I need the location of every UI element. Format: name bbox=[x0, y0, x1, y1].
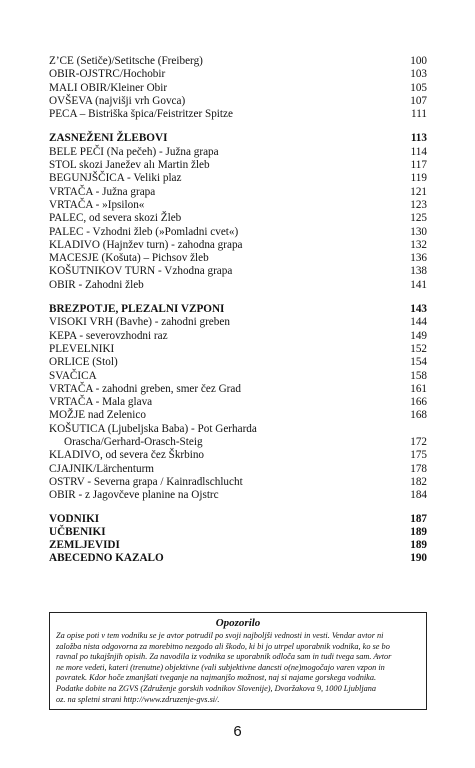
toc-group-back-matter bbox=[49, 513, 427, 566]
toc-entry-page: 136 bbox=[410, 252, 427, 265]
toc-entry-page: 152 bbox=[410, 342, 427, 355]
notice-line: povratek. Kdor hoče zmanjšati tveganje na najmanjšo možnost, naj si najame gorskega vodnika. bbox=[56, 673, 377, 683]
toc-entry-page: 117 bbox=[410, 159, 427, 172]
toc-entry-page: 178 bbox=[410, 462, 427, 475]
toc-entry[interactable] bbox=[49, 330, 427, 343]
notice-text bbox=[56, 631, 420, 705]
toc-entry[interactable] bbox=[49, 526, 427, 539]
warning-notice-box bbox=[49, 612, 427, 710]
toc-entry[interactable] bbox=[49, 172, 427, 185]
toc-group-zlebovi bbox=[49, 146, 427, 292]
toc-group-peaks bbox=[49, 55, 427, 121]
toc-entry-page: 141 bbox=[410, 278, 427, 291]
toc-entry[interactable] bbox=[49, 265, 427, 278]
toc-entry[interactable] bbox=[49, 159, 427, 172]
toc-section-zlebovi[interactable] bbox=[49, 132, 427, 145]
toc-entry-page: 189 bbox=[410, 525, 427, 538]
toc-entry-title: ABECEDNO KAZALO bbox=[49, 552, 164, 565]
toc-entry[interactable] bbox=[49, 146, 427, 159]
toc-entry-title: OBIR - Zahodni žleb bbox=[49, 278, 144, 291]
toc-entry[interactable] bbox=[49, 396, 427, 409]
toc-entry[interactable] bbox=[49, 316, 427, 329]
toc-entry[interactable] bbox=[49, 95, 427, 108]
notice-line: založba nista odgovorna za morebitno nezgodo ali škodo, ki bi jo utrpel uporabnik vodnika, ko se bo bbox=[56, 641, 390, 651]
toc-entry-page: 103 bbox=[410, 68, 427, 81]
toc-entry[interactable] bbox=[49, 239, 427, 252]
toc-entry[interactable] bbox=[49, 489, 427, 502]
toc-entry-title: VISOKI VRH (Bavhe) - zahodni greben bbox=[49, 316, 230, 329]
toc-entry-title: KOŠUTICA (Ljubeljska Baba) - Pot Gerharda bbox=[49, 422, 257, 435]
toc-entry-title: STOL skozi Janežev alı Martin žleb bbox=[49, 159, 210, 172]
toc-entry-title: MALI OBIR/Kleiner Obir bbox=[49, 81, 168, 94]
toc-entry-title: KLADIVO, od severa čez Škrbino bbox=[49, 449, 205, 462]
toc-entry-page: 175 bbox=[410, 449, 427, 462]
toc-entry[interactable] bbox=[49, 279, 427, 292]
toc-entry-title: Orascha/Gerhard-Orasch-Steig bbox=[64, 436, 203, 449]
toc-entry-page: 100 bbox=[410, 55, 427, 67]
toc-entry[interactable] bbox=[49, 343, 427, 356]
toc-entry-title: VRTAČA - Mala glava bbox=[49, 396, 153, 409]
toc-entry-page: 111 bbox=[411, 108, 427, 121]
toc-entry-title: OBIR - z Jagovčeve planine na Ojstrc bbox=[49, 489, 219, 502]
toc-entry[interactable] bbox=[49, 539, 427, 552]
toc-entry[interactable] bbox=[49, 108, 427, 121]
toc-entry-page: 166 bbox=[410, 396, 427, 409]
toc-entry[interactable] bbox=[49, 252, 427, 265]
page-number: 6 bbox=[233, 723, 242, 740]
toc-entry-title: PLEVELNIKI bbox=[49, 342, 115, 355]
toc-entry[interactable] bbox=[49, 436, 427, 449]
toc-entry-page: 168 bbox=[410, 409, 427, 422]
toc-entry-page: 107 bbox=[410, 94, 427, 107]
toc-entry-title: OSTRV - Severna grapa / Kainradlschlucht bbox=[49, 475, 243, 488]
toc-entry[interactable] bbox=[49, 409, 427, 422]
toc-entry-page: 123 bbox=[410, 198, 427, 211]
notice-line: Za opise poti v tem vodniku se je avtor potrudil po svoji najboljši vednosti in vesti. Vendar avtor ni bbox=[56, 631, 384, 640]
toc-entry-page: 189 bbox=[410, 539, 427, 552]
toc-entry[interactable] bbox=[49, 423, 427, 436]
notice-line: ravnal po tukajšnjih opisih. Za navodila iz vodnika se uporabnik odloča sam in tudi tvega sam. Avtor bbox=[56, 652, 392, 662]
toc-entry-title: MOŽJE nad Zelenico bbox=[49, 409, 146, 422]
toc-entry-page: 190 bbox=[410, 552, 427, 565]
toc-entry[interactable] bbox=[49, 449, 427, 462]
toc-entry[interactable] bbox=[49, 199, 427, 212]
toc-entry-title: SVAČICA bbox=[49, 369, 97, 382]
toc-section-brezpotje[interactable] bbox=[49, 303, 427, 316]
toc-section-page: 113 bbox=[410, 132, 427, 145]
toc-entry-page: 130 bbox=[410, 225, 427, 238]
toc-entry-title: MACESJE (Košuta) – Pichsov žleb bbox=[49, 252, 209, 265]
toc-entry-page: 149 bbox=[410, 329, 427, 342]
toc-entry-page: 121 bbox=[410, 185, 427, 198]
toc-entry-title: Z’CE (Setiče)/Setitsche (Freiberg) bbox=[49, 55, 203, 67]
toc-entry[interactable] bbox=[49, 370, 427, 383]
toc-entry[interactable] bbox=[49, 226, 427, 239]
toc-group-brezpotje bbox=[49, 316, 427, 422]
toc-entry[interactable] bbox=[49, 82, 427, 95]
toc-entry-page: 154 bbox=[410, 356, 427, 369]
toc-section-title: BREZPOTJE, PLEZALNI VZPONI bbox=[49, 303, 225, 316]
toc-entry-page: 144 bbox=[410, 316, 427, 329]
toc-entry-title: VODNIKI bbox=[49, 512, 100, 525]
toc-entry-title: ORLICE (Stol) bbox=[49, 356, 118, 369]
notice-line: Podatke dobite na ZGVS (Združenje gorskih vodnikov Slovenije), Dvoržakova 9, 1000 Ljubljana bbox=[56, 683, 377, 693]
toc-section-page: 143 bbox=[410, 303, 427, 316]
notice-line: ne more vedeti, kateri (trenutne) objektivne (vali subjektivne dancsti o(ne)mogočajo varen vzpon in bbox=[56, 662, 385, 672]
toc-entry-title: KLADIVO (Hajnžev turn) - zahodna grapa bbox=[49, 238, 243, 251]
toc-entry-page: 172 bbox=[410, 436, 427, 449]
toc-entry-page: 125 bbox=[410, 212, 427, 225]
toc-entry[interactable] bbox=[49, 212, 427, 225]
toc-entry-title: VRTAČA - »Ipsilon« bbox=[49, 198, 145, 211]
toc-entry-title: PECA – Bistriška špica/Feistritzer Spitze bbox=[49, 108, 233, 121]
toc-entry-title: PALEC, od severa skozi Žleb bbox=[49, 212, 182, 225]
toc-entry-title: CJAJNIK/Lärchenturm bbox=[49, 462, 155, 475]
table-of-contents bbox=[49, 55, 427, 566]
toc-entry[interactable] bbox=[49, 55, 427, 68]
toc-entry[interactable] bbox=[49, 476, 427, 489]
toc-entry[interactable] bbox=[49, 383, 427, 396]
toc-entry-page: 119 bbox=[410, 172, 427, 185]
toc-entry-title: ZEMLJEVIDI bbox=[49, 539, 120, 552]
notice-title: Opozorilo bbox=[215, 617, 261, 629]
toc-entry-page: 184 bbox=[410, 489, 427, 502]
toc-section-title: ZASNEŽENI ŽLEBOVI bbox=[49, 132, 168, 145]
toc-entry-page: 187 bbox=[410, 512, 427, 525]
toc-entry[interactable] bbox=[49, 68, 427, 81]
toc-entry-title: OBIR-OJSTRC/Hochobir bbox=[49, 68, 166, 81]
toc-group-brezpotje-cont bbox=[49, 449, 427, 502]
notice-line: oz. na spletni strani http://www.zdruzenje-gvs.si/. bbox=[56, 694, 220, 704]
toc-entry-title: KOŠUTNIKOV TURN - Vzhodna grapa bbox=[49, 265, 233, 278]
toc-entry-page: 158 bbox=[410, 369, 427, 382]
toc-entry-page: 132 bbox=[410, 238, 427, 251]
toc-entry-title: PALEC - Vzhodni žleb (»Pomladni cvet«) bbox=[49, 225, 239, 238]
toc-entry[interactable] bbox=[49, 356, 427, 369]
toc-entry-title: VRTAČA - zahodni greben, smer čez Grad bbox=[49, 382, 241, 395]
toc-entry-title: KEPA - severovzhodni raz bbox=[49, 329, 168, 342]
toc-entry-page: 161 bbox=[410, 382, 427, 395]
toc-entry[interactable] bbox=[49, 186, 427, 199]
toc-entry-title: UČBENIKI bbox=[49, 525, 106, 538]
toc-entry[interactable] bbox=[49, 513, 427, 526]
toc-entry[interactable] bbox=[49, 463, 427, 476]
toc-entry-title: OVŠEVA (najvišji vrh Govca) bbox=[49, 94, 186, 107]
toc-entry-title: BELE PEČI (Na pečeh) - Južna grapa bbox=[49, 145, 219, 158]
toc-entry-title: BEGUNJŠČICA - Veliki plaz bbox=[49, 172, 182, 185]
toc-entry[interactable] bbox=[49, 552, 427, 565]
toc-entry-page: 182 bbox=[410, 475, 427, 488]
toc-entry-page: 138 bbox=[410, 265, 427, 278]
toc-entry-page: 114 bbox=[410, 145, 427, 158]
toc-entry-page: 105 bbox=[410, 81, 427, 94]
toc-entry-title: VRTAČA - Južna grapa bbox=[49, 185, 156, 198]
